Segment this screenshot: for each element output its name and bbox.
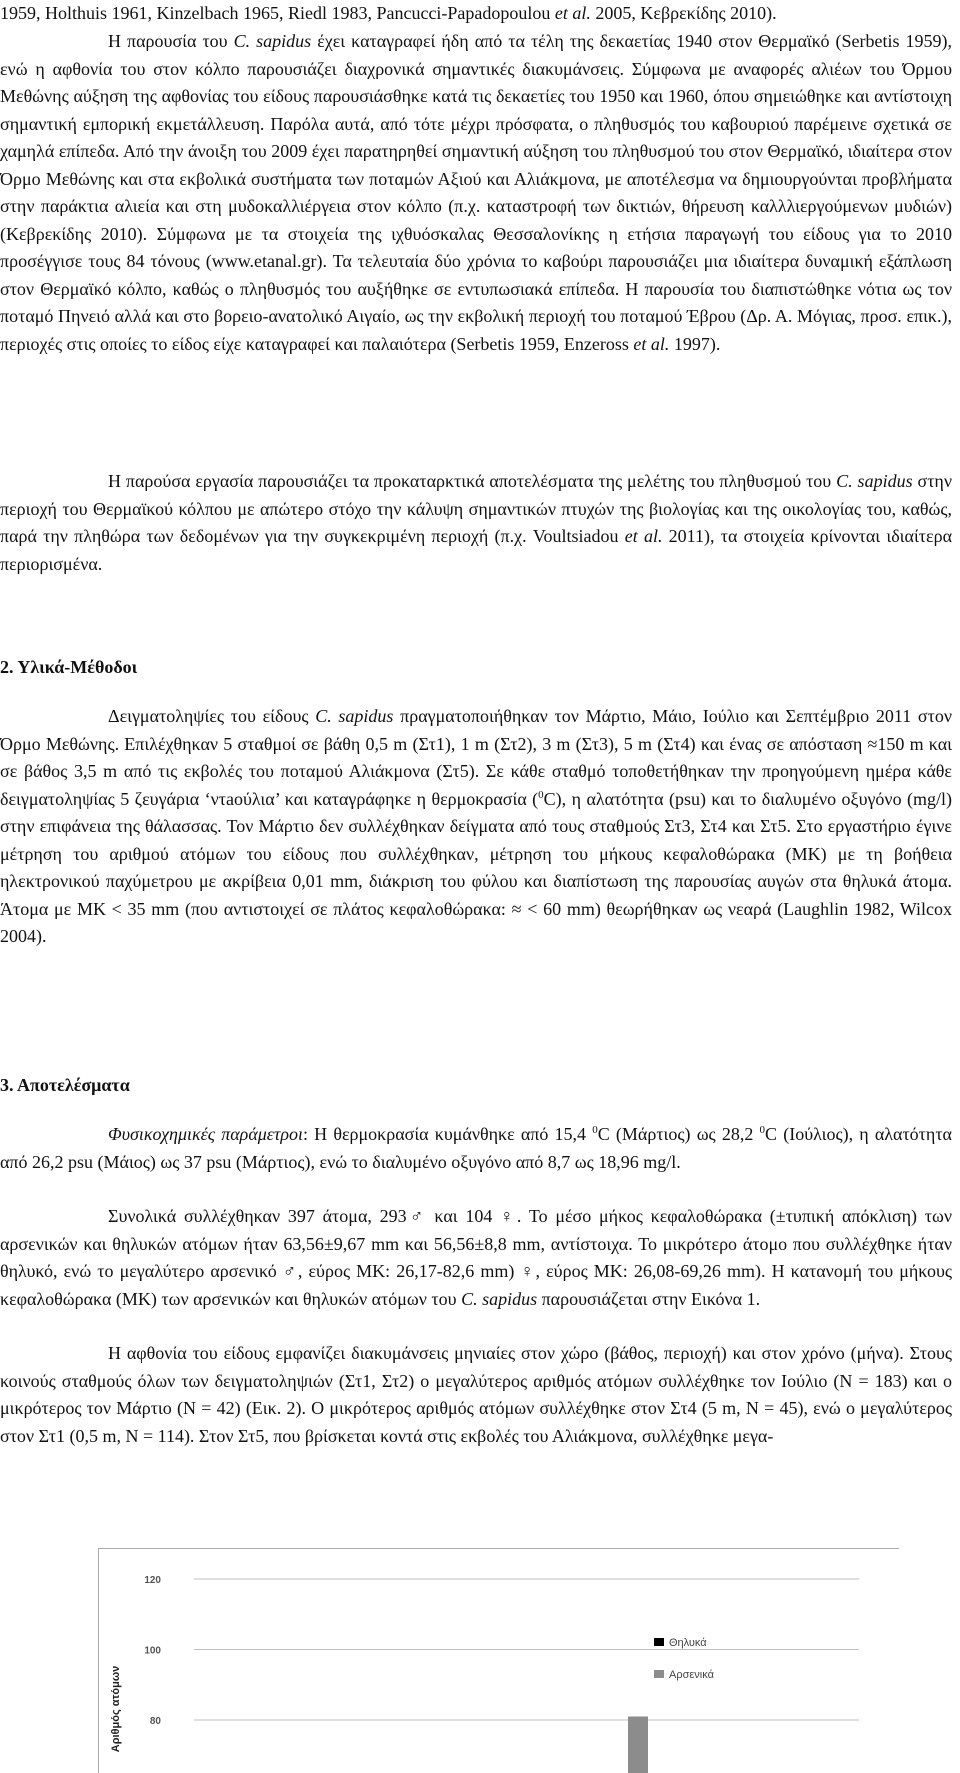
bar-chart bbox=[99, 1549, 899, 1773]
y-tick-label: 100 bbox=[144, 1645, 161, 1657]
y-tick-label: 80 bbox=[149, 1716, 161, 1727]
female-symbol: ♀ bbox=[520, 1261, 536, 1281]
female-symbol: ♀ bbox=[500, 1206, 517, 1226]
male-symbol: ♂ bbox=[406, 1206, 427, 1226]
bar-male bbox=[628, 1716, 648, 1773]
chart-gridlines bbox=[194, 1579, 859, 1773]
results-paragraph-physicochemical: Φυσικοχημικές παράμετροι: Η θερμοκρασία κυμάνθηκε από 15,4 $^0$C (Μάρτιος) ως 28,2 $^0$C (Ιούλιος), η αλατότητα από 26,2 psu (Μάιος) ως 37 psu (Μάρτιος), ενώ το διαλυμένο οξυγόνο από 8,7 ως 18,96 mg/l. bbox=[0, 1124, 952, 1172]
chart-legend bbox=[654, 1637, 715, 1681]
figure-chart bbox=[98, 1548, 899, 1773]
intro-paragraph-2: Η παρούσα εργασία παρουσιάζει τα προκαταρκτικά αποτελέσματα της μελέτης του πληθυσμού του C. sapidus στην περιοχή του Θερμαϊκού κόλπου με απώτερο στόχο την κάλυψη σημαντικών πτυχών της βιολογίας και της οικολογίας του, καθώς, παρά την πληθώρα των δεδομένων για την συγκεκριμένη περιοχή (π.χ. Voultsiadou et al. 2011), τα στοιχεία κρίνονται ιδιαίτερα περιορισμένα. bbox=[0, 471, 952, 574]
section-heading-results: 3. Αποτελέσματα bbox=[0, 1075, 130, 1095]
male-symbol: ♂ bbox=[282, 1261, 298, 1281]
intro-paragraph-1: Η παρουσία του C. sapidus έχει καταγραφεί ήδη από τα τέλη της δεκαετίας 1940 στον Θερμαϊκό (Serbetis 1959), ενώ η αφθονία του στον κόλπο παρουσιάζει διαχρονικά σημαντικές διακυμάνσεις. Σύμφωνα με αναφορές αλιέων του Όρμου Μεθώνης αύξηση της αφθονίας του είδους παρουσιάσθηκε κατά τις δεκαετίες του 1950 και 1960, όπου σημειώθηκε και αντίστοιχη σημαντική εμπορική εκμετάλλευση. Παρόλα αυτά, από τότε μέχρι πρόσφατα, ο πληθυσμός του καβουριού παρέμεινε σχετικά σε χαμηλά επίπεδα. Από την άνοιξη του 2009 έχει παρατηρηθεί σημαντική αύξηση του πληθυσμού του στον Θερμαϊκό, ιδιαίτερα στον Όρμο Μεθώνης και στα εκβολικά συστήματα των ποταμών Αξιού και Αλιάκμονα, με αποτέλεσμα να δημιουργούνται προβλήματα στην παράκτια αλιεία και στη μυδοκαλλιέργεια στον κόλπο (π.χ. καταστροφή των δικτιών, θήρευση καλλλιεργούμενων μυδιών) (Κεβρεκίδης 2010). Σύμφωνα με τα στοιχεία της ιχθυόσκαλας Θεσσαλονίκης η ετήσια παραγωγή του είδους για το 2010 προσέγγισε τους 84 τόνους (www.etanal.gr). Τα τελευταία δύο χρόνια το καβούρι παρουσιάζει μια ιδιαίτερα δυναμική εξάπλωση στον Θερμαϊκό κόλπο, καθώς ο πληθυσμός του αυξήθηκε σε εντυπωσιακά επίπεδα. Η παρουσία του διαπιστώθηκε νότια ως τον ποταμό Πηνειό αλλά και στο βορειο-ανατολικό Αιγαίο, ως την εκβολική περιοχή του ποταμού Έβρου (Δρ. Α. Μόγιας, προσ. επικ.), περιοχές στις οποίες το είδος είχε καταγραφεί και παλαιότερα (Serbetis 1959, Enzeross et al. 1997). bbox=[0, 31, 952, 354]
legend-swatch bbox=[654, 1638, 664, 1646]
y-axis-label: Αριθμός ατόμων bbox=[110, 1665, 122, 1753]
methods-paragraph: Δειγματοληψίες του είδους C. sapidus πραγματοποιήθηκαν τον Μάρτιο, Μάιο, Ιούλιο και Σεπτέμβριο 2011 στον Όρμο Μεθώνης. Επιλέχθηκαν 5 σταθμοί σε βάθη 0,5 m (Στ1), 1 m (Στ2), 3 m (Στ3), 5 m (Στ4) και ένας σε απόσταση ≈150 m και σε βάθος 3,5 m από τις εκβολές του ποταμού Αλιάκμονα (Στ5). Σε κάθε σταθμό τοποθετήθηκαν την προηγούμενη ημέρα κάθε δειγματοληψίας 5 ζευγάρια ‘ντaούλια’ και καταγράφηκε η θερμοκρασία ($^0$C), η αλατότητα (psu) και το διαλυμένο οξυγόνο (mg/l) στην επιφάνεια της θάλασσας. Τον Μάρτιο δεν συλλέχθηκαν δείγματα από τους σταθμούς Στ3, Στ4 και Στ5. Στο εργαστήριο έγινε μέτρηση του αριθμού ατόμων του είδους που συλλέχθηκαν, μέτρηση του μήκους κεφαλοθώρακα (ΜΚ) με τη βοήθεια ηλεκτρονικού παχύμετρου με ακρίβεια 0,01 mm, διάκριση του φύλου και διαπίστωση της παρουσίας αυγών στα θηλυκά άτομα. Άτομα με ΜΚ < 35 mm (που αντιστοιχεί σε πλάτος κεφαλοθώρακα: ≈ < 60 mm) θεωρήθηκαν ως νεαρά (Laughlin 1982, Wilcox 2004). bbox=[0, 706, 952, 946]
section-heading-materials-methods: 2. Υλικά-Μέθοδοι bbox=[0, 657, 138, 677]
legend-label: Θηλυκά bbox=[669, 1637, 707, 1649]
legend-swatch bbox=[654, 1670, 664, 1678]
legend-label: Αρσενικά bbox=[669, 1669, 714, 1681]
y-tick-label: 120 bbox=[144, 1575, 161, 1586]
intro-references-paragraph: 1959, Holthuis 1961, Kinzelbach 1965, Riedl 1983, Pancucci-Papadopoulou et al. 2005, Κεβρεκίδης 2010). bbox=[0, 3, 777, 23]
chart-bars bbox=[459, 1716, 648, 1773]
results-paragraph-counts: Συνολικά συλλέχθηκαν 397 άτομα, 293♂ και 104 ♀. Το μέσο μήκος κεφαλοθώρακα (±τυπική απόκλιση) των αρσενικών και θηλυκών ατόμων ήταν 63,56±9,67 mm και 56,56±8,8 mm, αντίστοιχα. Το μικρότερο άτομο που συλλέχθηκε ήταν θηλυκό, ενώ το μεγαλύτερο αρσενικό ♂, εύρος ΜΚ: 26,17-82,6 mm) ♀, εύρος ΜΚ: 26,08-69,26 mm). Η κατανομή του μήκους κεφαλοθώρακα (ΜΚ) των αρσενικών και θηλυκών ατόμων του C. sapidus παρουσιάζεται στην Εικόνα 1. bbox=[0, 1206, 953, 1309]
chart-y-ticks bbox=[144, 1575, 161, 1773]
results-paragraph-abundance: Η αφθονία του είδους εμφανίζει διακυμάνσεις μηνιαίες στον χώρο (βάθος, περιοχή) και στον χρόνο (μήνα). Στους κοινούς σταθμούς όλων των δειγματοληψιών (Στ1, Στ2) ο μεγαλύτερος αριθμός ατόμων συλλέχθηκε τον Ιούλιο (N = 183) και ο μικρότερος τον Μάρτιο (N = 42) (Εικ. 2). Ο μικρότερος αριθμός ατόμων συλλέχθηκε στον Στ4 (5 m, N = 45), ενώ ο μεγαλύτερος στον Στ1 (0,5 m, N = 114). Στον Στ5, που βρίσκεται κοντά στις εκβολές του Αλιάκμονα, συλλέχθηκε μεγα- bbox=[0, 1343, 952, 1446]
